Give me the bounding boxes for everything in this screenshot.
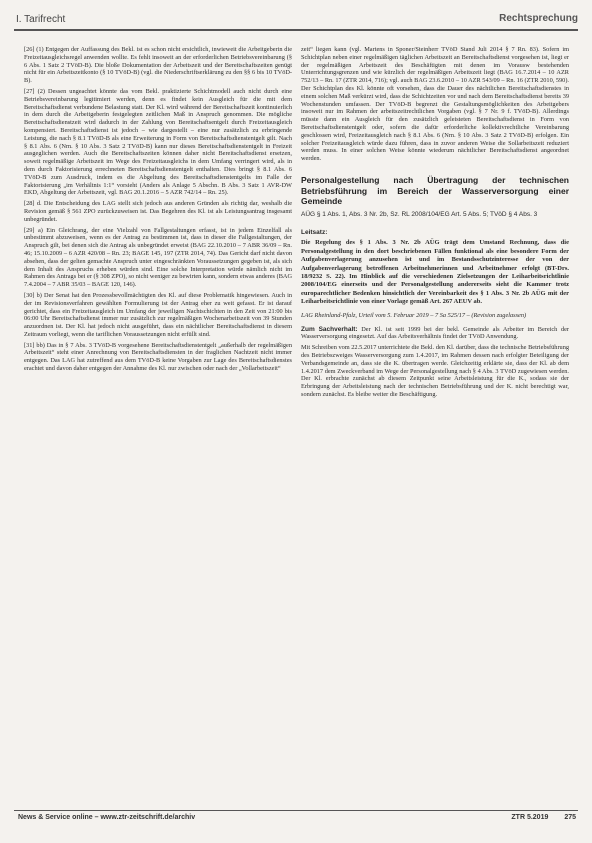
footer-divider (14, 810, 578, 811)
paragraph-text: b) Der Senat hat den Prozessbevollmächtigten des Kl. auf diese Problematik hingewiesen. Auch in der im Revisionsverfahren gewählten Formulierung ist der Antrag eher zu weit gefasst. Er ist darauf gerichtet, dass ein Freizeitausgleich im Umfang der jeweiligen Nachtschichten in den Zeit von 21:00 bis 06:00 Uhr Bereitschaftsdienst immer nur zusätzlich zur regelmäßigen Wochenarbeitszeit von 39 Stunden anzuordnen ist. Der Kl. hat jedoch nicht ausgeführt, dass ein nächtlicher Bereitschaftsdienst in diesem Zeitraum vorliegt, wenn die tariflichen Voraussetzungen nicht erfüllt sind. (24, 291, 293, 338)
page-number: 275 (564, 814, 576, 821)
paragraph-text: (1) Entgegen der Auffassung des Bekl. ist es schon nicht ersichtlich, inwieweit die Arbeitgeberin die Freizeitausgleichsregel anwenden wollte. Es fehlt insoweit an der erforderlichen Betriebsvereinbarung (§ 6 Abs. 1 Satz 2 TVöD-B). Die bloße Dokumentation der Arbeitszeit und der Bereitschaftszeiten genügt nicht für ein Arbeitszeitkonto (§ 10 TVöD-B) (vgl. die Niederschriftserklärung zu den §§ 6 bis 10 TVöD-B). (24, 46, 293, 85)
paragraph-number: [27] (24, 87, 35, 95)
paragraph (24, 227, 292, 289)
paragraph (24, 200, 292, 223)
journal-issue: ZTR 5.2019 (511, 814, 549, 821)
paragraph-number: [28] (24, 200, 35, 208)
left-column (24, 46, 292, 376)
paragraph-number: [26] (24, 46, 35, 53)
article-heading: Personalgestellung nach Übertragung der technischen Betriebsführung im Bereich der Wasserversorgung einer Gemeinde (301, 174, 569, 207)
paragraph (24, 342, 292, 373)
paragraph-text: (2) Dessen ungeachtet könnte das vom Bekl. praktizierte Schichtmodell auch nicht durch eine Betriebsvereinbarung legitimiert werden, denn es findet kein Ausgleich für die mit dem Bereitschaftsdienst verbundene Belastung statt. Der Kl. wird während der Bereitschaftszeit kontinuierlich in dem durch die Arbeitgeberin festgelegten zeitlichen Maß in Anspruch genommen. Die mögliche Bereitschaftsdienstzeit wird dadurch in der Zahlung von Bereitschaftsentgelt durch Freizeitausgleich kompensiert. Bereitschaftsdienst ist jedoch – wie dargestellt – eine nur zusätzlich zu erbringende Leistung, die nach § 8.1 TVöD-B als eine Erweiterung in Form von Bereitschaftsdienstentgelt gilt. Nach § 8.1 Abs. 6 (Nrn. § 10 Abs. 3 Satz 2 TVöD-B) kann nur dieses Bereitschaftsdienstentgelt in Freizeit ausgeglichen werden. Auch die Bereitschaftszeiten können daher nicht Bereitschaftsdienst ersetzen, soweit regelmäßige Arbeitszeit im Wege des Freizeitausgleichs in dem Umfang verringert wird, als in dem durch Faktorisierung errechneten Bereitschaftsdienstentgelt enthalten. Dies bringt § 8.1 Abs. 6 TVöD-B zum Ausdruck, indem es die Abgeltung des Bereitschaftsdienstentgelts im Falle der Faktorisierung „im Verhältnis 1:1“ vorsieht (Anders als Anlage 5 Abschn. B Abs. 3 Satz 1 AVR-DW EKD, Abgeltung der Arbeitszeit, vgl. BAG 20.1.2016 – 5 AZR 742/14 – Rn. 25). (24, 87, 292, 197)
paragraph-text: bb) Das in § 7 Abs. 3 TVöD-B vorgesehene Bereitschaftsdienstentgelt „außerhalb der regelmäßigen Arbeitszeit“ steht einer Anrechnung von Bereitschaftsdiensten in der fraglichen Nachtzeit nicht immer entgegen. Das LAG hat zutreffend aus dem TVöD-B keine Vorgaben zur Lage des Bereitschaftsdienstes erachtet und davon daher entgegen der Annahme des Kl. nur zwischen oder nach der „Vollarbeitszeit“ (24, 341, 292, 373)
court-citation: LAG Rheinland-Pfalz, Urteil vom 5. Februar 2019 – 7 Sa 525/17 – (Revision zugelassen) (301, 311, 527, 319)
paragraph (24, 292, 292, 339)
paragraph-text: d. Die Entscheidung des LAG stellt sich jedoch aus anderen Gründen als richtig dar, weshalb die Revision gemäß § 561 ZPO zurückzuweisen ist. Das Begehren des Kl. ist als Leistungsantrag insgesamt unbegründet. (24, 200, 292, 223)
category-label: Rechtsprechung (499, 13, 578, 24)
right-column (301, 46, 569, 402)
sachverhalt-paragraph (301, 326, 569, 342)
paragraph (24, 46, 292, 85)
paragraph-number: [31] (24, 341, 35, 349)
paragraph-number: [30] (24, 291, 35, 299)
paragraph-text: a) Ein Gleichrang, der eine Vielzahl von Fallgestaltungen erfasst, ist in jedem Einzelfall als unbestimmt abzuweisen, wenn es der Antrag zu bestimmen ist, dass in dieser die Fallgestaltungen, der Anspruch gilt, bei denen sich die Antrag als unbegründet erweist (BAG 22.10.2010 – 7 ABR 36/09 – Rn. 46; 15.10.2009 – 6 AZR 420/08 – Rn. 23; BAGE 145, 197 (ZTR 2014, 74). Das Gericht darf nicht davon absehen, dass der gelten gemachte Anspruch unter eingeschränkten Voraussetzungen gegeben ist, als sich dem Inhalt des Anspruchs erheben würden sind. Eine solche Interpretation würde nämlich nicht im Rahmen des Antrags bei er (§ 308 ZPO), so nicht weniger zu bewirten kann, sondern etwas anderes (BAG 7.4.2004 – 7 ABR 35/03 – BAGE 120, 146). (24, 226, 293, 289)
footer-meta (497, 814, 576, 821)
paragraph (24, 88, 292, 197)
legal-references: AÜG § 1 Abs. 1, Abs. 3 Nr. 2b, Sz. RL 2008/104/EG Art. 5 Abs. 5; TVöD § 4 Abs. 3 (301, 210, 538, 218)
paragraph-number: [29] (24, 226, 35, 234)
sachverhalt-text: Der Kl. ist seit 1999 bei der bekl. Gemeinde als Arbeiter im Bereich der Wasserversorgung eingesetzt. Auf das Arbeitsverhältnis findet der TVöD Anwendung. (301, 325, 570, 341)
header-divider (14, 29, 578, 31)
sachverhalt-paragraph-2: Mit Schreiben vom 22.5.2017 unterrichtete die Bekl. den Kl. darüber, dass die technische Betriebsführung des Betriebszweiges Wasserversorgung zum 1.4.2017, im Rahmen dessen nach erfolgter Beteiligung der Verbandsgemeinde an, dass sie die K. übertragen werde. Gleichzeitig erklärte sie, dass der Kl. ab dem 1.4.2017 dem Zweckverband im Wege der Personalgestellung nach § 4 Abs. 3 TVöD zugewiesen werden. Der Kl. erbrachte zunächst ab diesem Zeitpunkt seine Arbeitsleistung für die K., sodass sie der Erbringung der Arbeitsleistung nach der technischen Betriebsführung und der K. nicht berechtigt war, sondern zunächst. Es bleibe weiter die Beschäftigung. (301, 344, 569, 398)
footer-link[interactable]: News & Service online – www.ztr-zeitschrift.de/archiv (18, 814, 196, 821)
sachverhalt-title: Zum Sachverhalt: (301, 325, 358, 333)
leitsatz-text: Die Regelung des § 1 Abs. 3 Nr. 2b AÜG trägt dem Umstand Rechnung, dass die Personalgestellung in den dort beschriebenen Fällen funktional als eine besondere Form der Aufgabenverlagerung anzusehen ist und im Bestandsschutzinteresse der von der Aufgabenverlagerung betroffenen Arbeitnehmerinnen und Arbeitnehmer erfolgt (BT-Drs. 18/9232 S. 22). Im Hinblick auf die verschiedenen Zielsetzungen der Leiharbeitsrichtlinie 2008/104/EG einerseits und der Personalgestellung andererseits sieht die Kammer trotz europarechtlicher Bedenken hinsichtlich der Vereinbarkeit des § 1 Abs. 3 Nr. 2b AÜG mit der Leiharbeitsrichtlinie von einer Vorlage gemäß Art. 267 AEUV ab. (301, 239, 569, 306)
continued-paragraph: zeit“ liegen kann (vgl. Martens in Sponer/Steinherr TVöD Stand Juli 2014 § 7 Rn. 83). Sofern im Schichtplan neben einer regelmäßigen täglichen Arbeitszeit an Bereitschaftsdienst vorgesehen ist, liegt er der regelmäßigen Arbeitszeit des Beschäftigten mit denen im Vorausw bestehenden Unterrichtungsgrenzen und wie kürzlich der regelmäßigen Arbeitszeit liegt (BAG 16.7.2014 – 10 AZR 752/13 – Rn. 17 (ZTR 2014, 716); vgl. auch BAG 23.6.2010 – 10 AZR 543/09 – Rn. 16 (ZTR 2010, 590). Der Schichtplan des Kl. könnte oft vorsehen, dass die Dauer des nächtlichen Bereitschaftsdienstes in einem solchen Maß verkürzt wird, dass die Schichtzeiten vor und nach dem Bereitschaftsdienst bereits 39 Wochenstunden umfassen. Der TVöD-B begrenzt die Gestaltungsmöglichkeiten des Arbeitgebers insoweit nur im Rahmen der arbeitszeitrechtlichen Vorgaben (vgl. § 7 Nr. 9 f. TVöD-B). Allerdings müsste dann ein Ausgleich für den zusätzlich geleisteten Bereitschaftsdienst in Form von Bereitschaftsdienstentgelt oder, sofern die dafür erforderliche kollektivrechtliche Vereinbarung geschlossen wird, Freizeitausgleich nach § 8.1 Abs. 6 (Nrn. § 10 Abs. 3 Satz 2 TVöD-B) erfolgen. Ein solcher Freizeitausgleich würde dazu führen, dass in zuvor anderen Weise die Sollarbeitszeit reduziert werden muss. In einer solchen Weise könnte wiederum nächtlicher Bereitschaftsdienst angeordnet werden. (301, 46, 569, 163)
section-title: I. Tarifrecht (16, 14, 66, 25)
leitsatz-title: Leitsatz: (301, 229, 328, 237)
